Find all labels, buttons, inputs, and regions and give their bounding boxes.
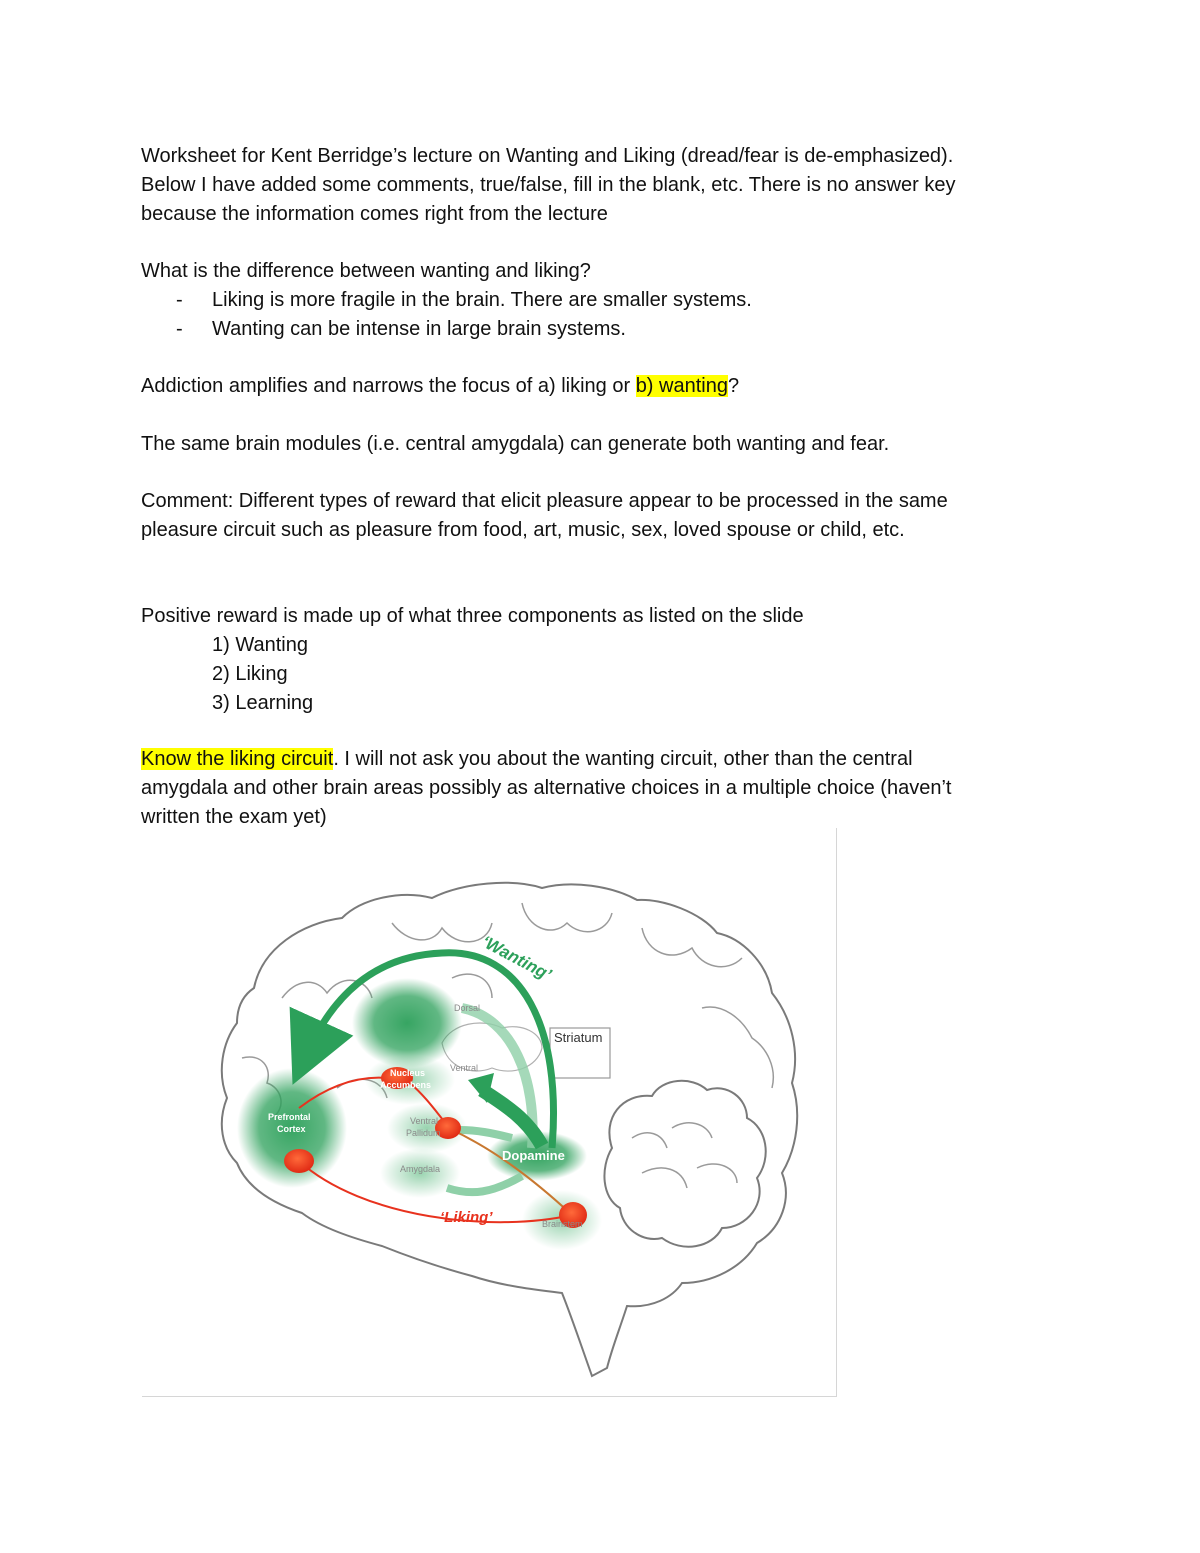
question-addiction-line [141, 372, 1041, 401]
know-line-2: amygdala and other brain areas possibly as alternative choices in a multiple choice (haven’t [141, 777, 952, 799]
ventral-pallidum-label-1: Ventral [410, 1116, 439, 1126]
brain-diagram [142, 828, 837, 1397]
question-components [141, 602, 1041, 631]
nucleus-label: Nucleus [390, 1068, 426, 1078]
bullet-dash: - [176, 289, 183, 311]
wanting-label: ‘Wanting’ [478, 931, 555, 985]
question-difference-text: What is the difference between wanting and liking? [141, 260, 591, 282]
cerebellum-outline [604, 1081, 765, 1247]
amygdala-label: Amygdala [400, 1164, 441, 1174]
comment-line-1: Comment: Different types of reward that elicit pleasure appear to be processed in the same [141, 490, 948, 512]
striatum-label: Striatum [554, 1030, 603, 1045]
accumbens-label: Accumbens [380, 1080, 432, 1090]
brainstem-label: Brainstem [542, 1219, 583, 1229]
numbered-item: 1) Wanting [212, 634, 308, 656]
ventral-label: Ventral [450, 1063, 479, 1073]
question-difference [141, 257, 1041, 286]
statement-text: The same brain modules (i.e. central amygdala) can generate both wanting and fear. [141, 433, 890, 455]
numbered-item: 3) Learning [212, 692, 314, 714]
intro-line-2: Below I have added some comments, true/false, fill in the blank, etc. There is no answer key [141, 174, 956, 196]
dorsal-label: Dorsal [454, 1003, 481, 1013]
know-rest: . I will not ask you about the wanting circuit, other than the central [333, 748, 913, 770]
bullet-item [176, 286, 752, 315]
numbered-item: 2) Liking [212, 663, 288, 685]
dopamine-label: Dopamine [502, 1148, 565, 1163]
dorsal-striatum-glow [352, 978, 462, 1068]
brain-diagram-svg [142, 828, 836, 1396]
know-line-1 [141, 745, 1041, 774]
highlighted-answer: b) wanting [635, 375, 728, 397]
prefrontal-hotspot [284, 1149, 314, 1173]
liking-label: ‘Liking’ [440, 1209, 493, 1226]
bullet-text: Liking is more fragile in the brain. There are smaller systems. [212, 289, 752, 311]
question-components-text: Positive reward is made up of what three components as listed on the slide [141, 605, 804, 627]
question-addiction [141, 372, 1041, 401]
comment-line-2: pleasure circuit such as pleasure from food, art, music, sex, loved spouse or child, etc. [141, 519, 905, 541]
know-line-3: written the exam yet) [141, 806, 327, 828]
bullet-dash: - [176, 318, 183, 340]
intro-line-3: because the information comes right from the lecture [141, 203, 608, 225]
ventral-pallidum-label-2: Pallidum [406, 1128, 441, 1138]
highlighted-know: Know the liking circuit [141, 748, 334, 770]
statement-paragraph [141, 430, 1041, 459]
intro-paragraph [141, 142, 1041, 229]
comment-paragraph [141, 487, 1041, 545]
intro-line-1: Worksheet for Kent Berridge’s lecture on Wanting and Liking (dread/fear is de-emphasized). [141, 145, 954, 167]
cortex-label: Cortex [277, 1124, 306, 1134]
question-addiction-text: Addiction amplifies and narrows the focus of a) liking or [141, 375, 636, 397]
bullet-text: Wanting can be intense in large brain systems. [212, 318, 626, 340]
question-mark: ? [727, 375, 740, 397]
know-paragraph [141, 745, 1041, 832]
prefrontal-label: Prefrontal [268, 1112, 311, 1122]
bullet-item [176, 315, 626, 344]
